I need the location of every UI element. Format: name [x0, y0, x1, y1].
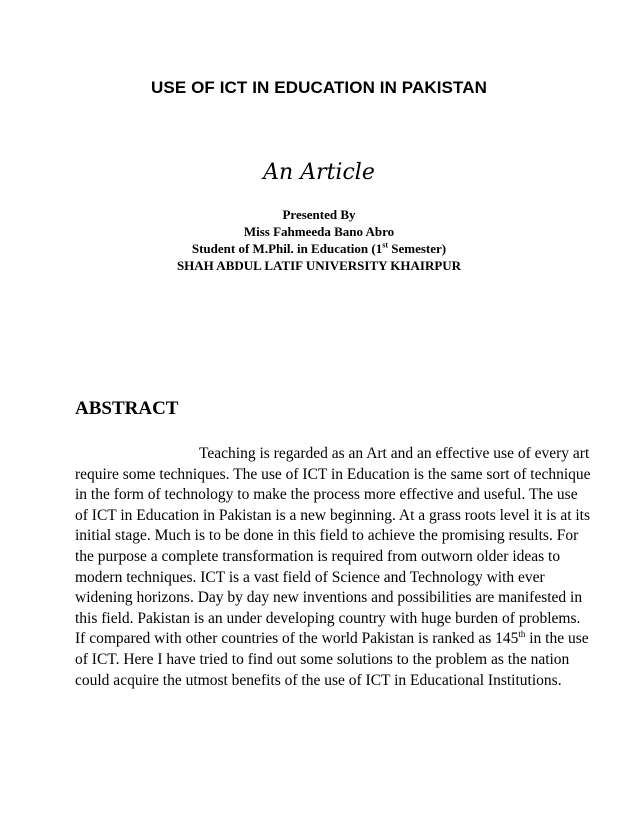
rank-line-prefix: If compared with other countries of the world Pakistan is ranked as 145 — [75, 630, 519, 648]
document-subtitle: An Article — [263, 160, 375, 185]
abstract-line: of ICT. Here I have tried to find out some solutions to the problem as the nation — [75, 650, 570, 668]
abstract-line: Teaching is regarded as an Art and an effective use of every art — [199, 445, 590, 462]
abstract-body — [75, 444, 591, 691]
program-suffix: Semester) — [388, 241, 447, 256]
abstract-line: widening horizons. Day by day new inventions and possibilities are manifested in — [75, 589, 583, 607]
presented-by-label: Presented By — [282, 207, 356, 222]
presenter-block — [0, 206, 638, 274]
program-prefix: Student of M.Phil. in Education (1 — [191, 241, 383, 256]
abstract-line: the purpose a complete transformation is required from outworn older ideas to — [75, 547, 561, 565]
abstract-line: could acquire the utmost benefits of the use of ICT in Educational Institutions. — [75, 671, 562, 689]
program-superscript: st — [382, 240, 388, 250]
presenter-name: Miss Fahmeeda Bano Abro — [243, 224, 395, 239]
presenter-program — [0, 240, 638, 257]
abstract-line: modern techniques. ICT is a vast field of Science and Technology with ever — [75, 568, 545, 586]
presenter-university: SHAH ABDUL LATIF UNIVERSITY KHAIRPUR — [176, 258, 462, 273]
abstract-line: initial stage. Much is to be done in this field to achieve the promising results. For — [75, 527, 579, 545]
abstract-heading: ABSTRACT — [75, 398, 179, 419]
abstract-line: this field. Pakistan is an under developing country with huge burden of problems. — [75, 609, 581, 627]
abstract-line: require some techniques. The use of ICT in Education is the same sort of technique — [75, 465, 591, 483]
rank-superscript: th — [518, 629, 526, 640]
abstract-line: of ICT in Education in Pakistan is a new beginning. At a grass roots level it is at its — [75, 506, 591, 524]
abstract-rank-line — [75, 629, 589, 650]
rank-line-suffix: in the use — [525, 630, 589, 648]
abstract-line: in the form of technology to make the process more effective and useful. The use — [75, 486, 578, 504]
document-title: USE OF ICT IN EDUCATION IN PAKISTAN — [151, 78, 487, 97]
